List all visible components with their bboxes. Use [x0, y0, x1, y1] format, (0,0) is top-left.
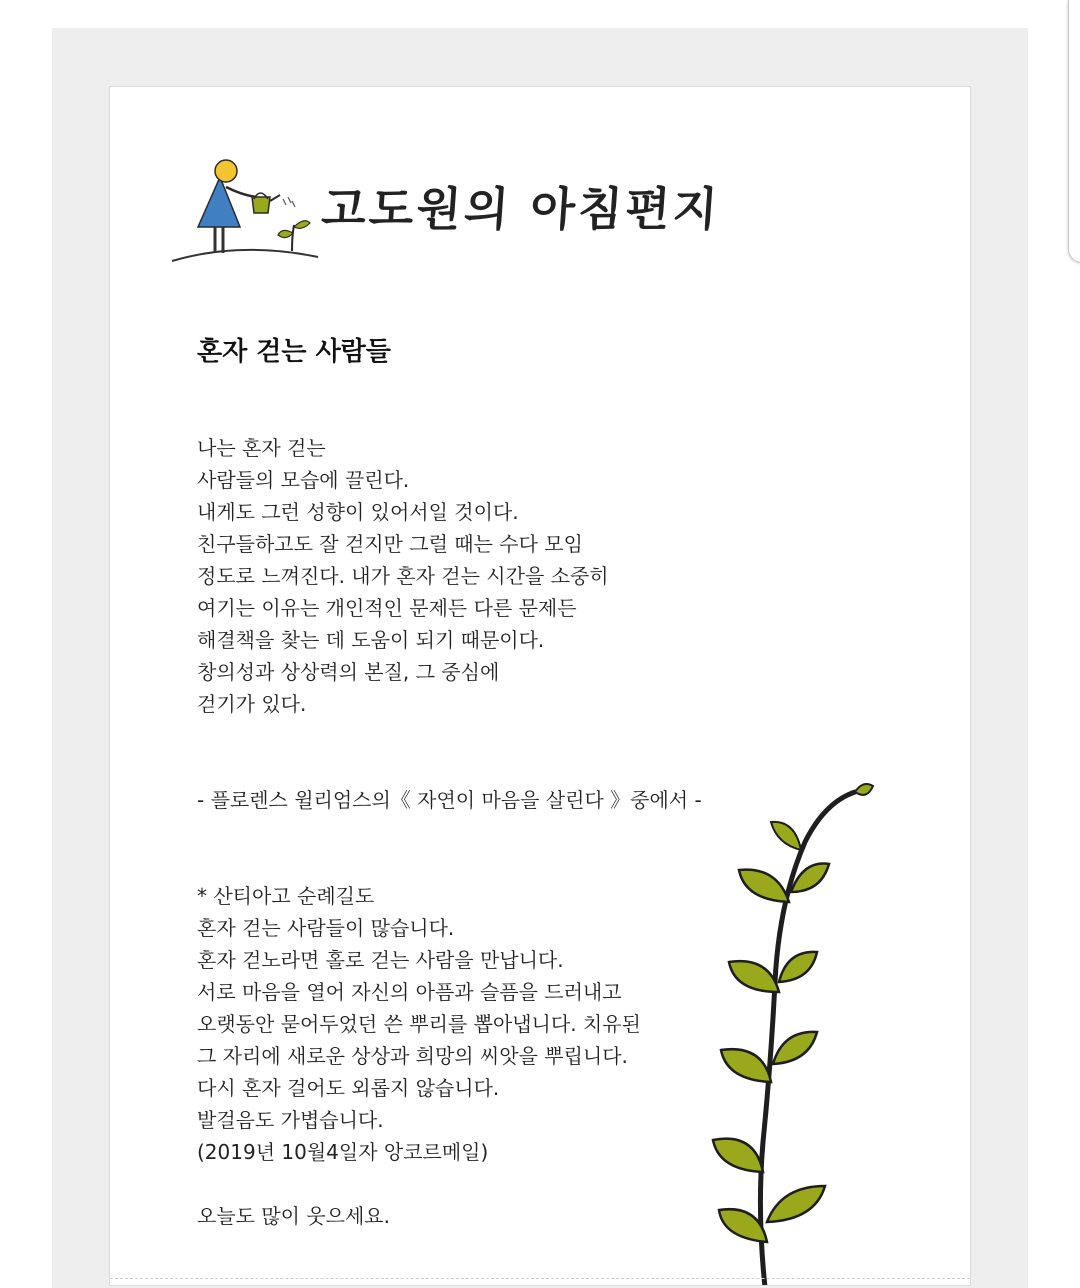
- paragraph-line: 사람들의 모습에 끌린다.: [197, 468, 410, 492]
- logo-text: 고도원의 아침편지: [319, 182, 723, 236]
- letter-body: [197, 432, 702, 1232]
- paragraph-line: 발걸음도 가볍습니다.: [197, 1108, 384, 1132]
- paragraph-line: 걷기가 있다.: [197, 692, 307, 716]
- paragraph-line: 친구들하고도 잘 걷지만 그럴 때는 수다 모임: [197, 532, 583, 556]
- letter-title: 혼자 걷는 사람들: [197, 337, 391, 367]
- paragraph-line: 창의성과 상상력의 본질, 그 중심에: [197, 660, 500, 684]
- paragraph-line: 내게도 그런 성향이 있어서일 것이다.: [197, 500, 519, 524]
- paragraph-line: * 산티아고 순례길도: [197, 884, 375, 908]
- paragraph-line: 나는 혼자 걷는: [197, 436, 326, 460]
- paragraph-line: 정도로 느껴진다. 내가 혼자 걷는 시간을 소중히: [197, 564, 609, 588]
- paragraph-line: 그 자리에 새로운 상상과 희망의 씨앗을 뿌립니다.: [197, 1044, 628, 1068]
- gardener-watering-plant-icon: [170, 153, 320, 273]
- paragraph-line: 혼자 걷는 사람들이 많습니다.: [197, 916, 455, 940]
- spacer: [197, 816, 702, 848]
- spacer: [197, 848, 702, 880]
- paragraph-line: 다시 혼자 걸어도 외롭지 않습니다.: [197, 1076, 500, 1100]
- paragraph-line: (2019년 10월4일자 앙코르메일): [197, 1140, 489, 1164]
- paragraph-line: 해결책을 찾는 데 도움이 되기 때문이다.: [197, 628, 545, 652]
- vine-leaves-icon: [705, 782, 885, 1286]
- spacer: [197, 752, 702, 784]
- closing-line: 오늘도 많이 웃으세요.: [197, 1204, 390, 1228]
- spacer: [197, 1168, 702, 1200]
- paragraph-line: 오랫동안 묻어두었던 쓴 뿌리를 뽑아냅니다. 치유된: [197, 1012, 641, 1036]
- paragraph-line: 여기는 이유는 개인적인 문제든 다른 문제든: [197, 596, 577, 620]
- side-scroll-handle[interactable]: [1068, 0, 1080, 263]
- paragraph-line: 서로 마음을 열어 자신의 아픔과 슬픔을 드러내고: [197, 980, 622, 1004]
- book-source: - 플로렌스 윌리엄스의《 자연이 마음을 살린다 》중에서 -: [197, 788, 702, 812]
- spacer: [197, 720, 702, 752]
- letter-card: [109, 86, 971, 1286]
- paragraph-line: 혼자 걷노라면 홀로 걷는 사람을 만납니다.: [197, 948, 564, 972]
- logo[interactable]: [170, 153, 723, 273]
